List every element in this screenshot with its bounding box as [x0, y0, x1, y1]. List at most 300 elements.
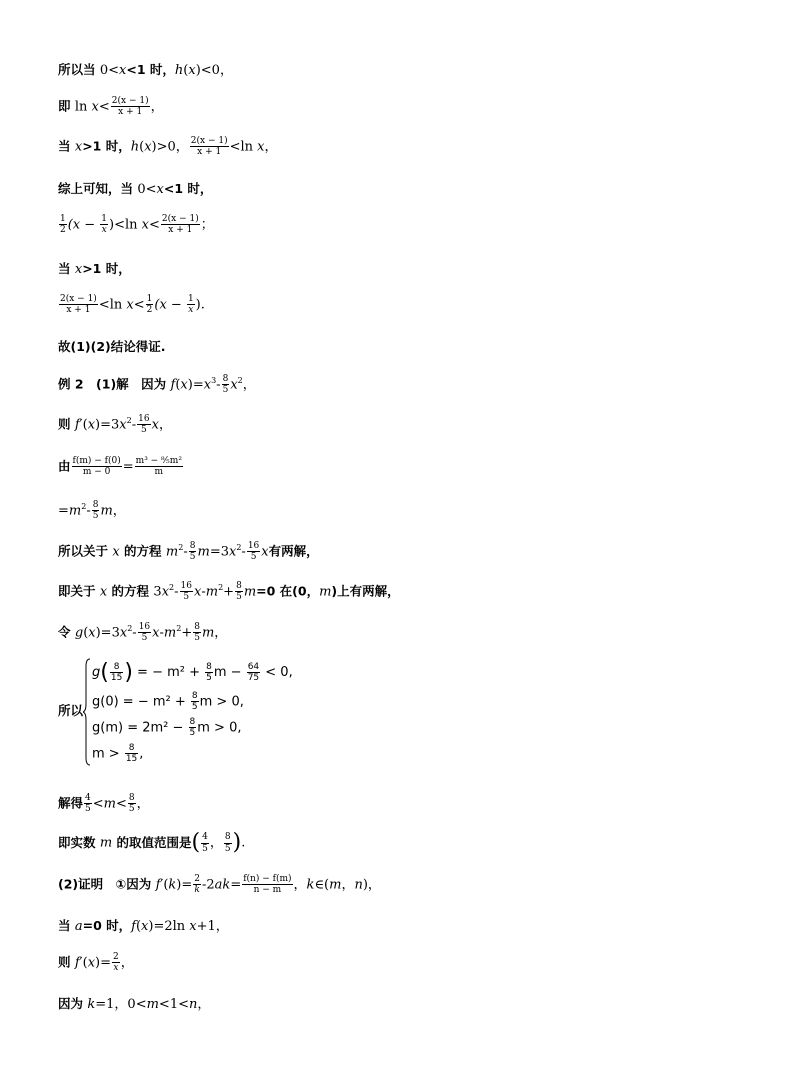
expr: (x − — [67, 217, 100, 233]
numerator: 4 — [202, 832, 208, 843]
line-12 — [58, 500, 126, 522]
var: m — [163, 625, 177, 641]
text: 所以关于 — [58, 543, 113, 559]
numerator: 1 — [101, 214, 108, 224]
var: x — [91, 99, 99, 115]
var: x — [156, 182, 164, 197]
text: - — [131, 417, 137, 433]
text: 解得 — [58, 795, 84, 811]
text: ； — [200, 217, 214, 233]
text: <1 时， — [126, 62, 175, 77]
var: x — [180, 377, 188, 393]
fraction — [191, 691, 199, 713]
text: m > 0, — [197, 720, 242, 736]
denominator: 5 — [189, 552, 196, 563]
exponent: 2 — [127, 624, 133, 634]
fraction — [72, 456, 122, 478]
numerator: 1 — [187, 294, 194, 304]
text: < — [133, 297, 145, 313]
var: g — [92, 665, 101, 680]
text: ( — [135, 919, 142, 934]
fraction — [111, 96, 150, 118]
var: x — [152, 625, 160, 641]
text: 由 — [58, 458, 71, 474]
fraction — [112, 952, 120, 974]
text: )>0， — [151, 139, 189, 155]
fraction — [146, 294, 154, 316]
var: x — [188, 63, 196, 78]
text: + — [181, 625, 193, 641]
denominator: x + 1 — [66, 305, 91, 316]
text: =3 — [209, 544, 229, 560]
text: 当 — [58, 918, 75, 933]
numerator: 8 — [110, 662, 123, 673]
denominator: x — [188, 305, 194, 316]
text: ). — [195, 297, 205, 313]
var: a — [74, 919, 83, 934]
text: - — [241, 544, 246, 560]
denominator: 5 — [222, 385, 229, 396]
text: - — [201, 584, 206, 600]
text: ( — [175, 377, 181, 393]
denominator: 5 — [206, 673, 212, 683]
var: x — [141, 919, 149, 934]
paren: ) — [124, 660, 133, 685]
text: . — [241, 835, 246, 851]
var: x — [74, 262, 83, 277]
line-13 — [58, 541, 319, 563]
line-1 — [58, 64, 233, 77]
line-4 — [58, 183, 212, 196]
text: ， — [209, 835, 223, 851]
numerator: 8 — [206, 661, 212, 672]
text: 令 — [58, 624, 75, 640]
exponent: 2 — [176, 624, 182, 634]
denominator: m − 0 — [82, 467, 111, 478]
var: h — [130, 139, 140, 155]
denominator: 5 — [141, 425, 147, 436]
numerator: 8 — [189, 717, 196, 727]
text: 则 — [58, 416, 75, 432]
text: =0 时， — [82, 918, 132, 933]
fraction — [125, 743, 138, 765]
text: ， — [341, 877, 355, 893]
paren: ) — [232, 830, 242, 855]
text: ( — [83, 625, 89, 641]
text: m > — [92, 746, 124, 762]
denominator: k — [194, 885, 200, 896]
var: k — [306, 877, 315, 893]
var: m — [205, 584, 219, 600]
var: x — [261, 544, 269, 560]
line-21 — [58, 952, 134, 974]
text: 所以 — [58, 703, 84, 718]
text: = − m² + — [132, 665, 205, 680]
var: x — [119, 417, 127, 433]
fraction — [180, 581, 193, 603]
line-10 — [58, 414, 172, 436]
text: - — [86, 503, 91, 519]
text: ， — [293, 877, 307, 893]
system-row-3 — [92, 717, 242, 739]
denominator: 5 — [92, 511, 99, 522]
numerator: 2 — [113, 952, 119, 962]
var: m — [100, 503, 113, 519]
text: ′( — [79, 417, 88, 433]
fraction — [187, 294, 195, 316]
fraction — [110, 662, 123, 684]
expr: (x − — [154, 297, 186, 313]
numerator: 16 — [138, 414, 150, 424]
fraction — [193, 622, 201, 644]
var: f — [131, 919, 136, 934]
var: x — [257, 139, 265, 155]
numerator: 8 — [92, 500, 99, 510]
text: )上有两解， — [331, 583, 400, 599]
text: ( — [139, 139, 145, 155]
var: x — [87, 417, 96, 433]
text: >1 时， — [82, 261, 131, 276]
fraction — [161, 214, 200, 236]
var: x — [126, 297, 134, 313]
text: ′( — [160, 877, 169, 893]
denominator: 5 — [141, 633, 148, 644]
var: m — [243, 584, 257, 600]
text: <ln — [98, 297, 127, 313]
numerator: 16 — [247, 541, 260, 551]
text: )=3 — [95, 417, 120, 433]
text: ， — [120, 955, 134, 971]
text: 综上可知，当 — [58, 181, 138, 196]
numerator: 2(x − 1) — [111, 96, 149, 106]
denominator: 2 — [60, 225, 66, 236]
line-3 — [58, 136, 278, 158]
text: = — [58, 503, 69, 519]
text: ， — [158, 417, 172, 433]
denominator: 2 — [146, 305, 153, 316]
fraction — [247, 541, 260, 563]
text: 则 — [58, 954, 75, 970]
var: x — [151, 417, 159, 433]
numerator: 1 — [60, 214, 66, 224]
system-row-1 — [92, 660, 293, 685]
denominator: 5 — [128, 804, 135, 815]
text: ， — [112, 503, 126, 519]
line-8 — [58, 341, 166, 354]
var: h — [174, 63, 184, 78]
var: n — [188, 997, 198, 1012]
text: )= — [176, 877, 193, 893]
denominator: 5 — [191, 702, 198, 713]
var: m — [146, 997, 159, 1012]
denominator: 5 — [194, 633, 200, 644]
numerator: m³ − ⁸⁄₅m² — [135, 456, 182, 466]
text: < — [149, 217, 160, 233]
denominator: 15 — [110, 673, 123, 683]
text: < — [92, 796, 104, 812]
text: )=2ln — [148, 919, 190, 934]
text: 0< — [137, 182, 157, 197]
text: ， — [150, 99, 164, 115]
line-20 — [58, 920, 229, 933]
text: < 0, — [261, 665, 293, 680]
text: ( — [183, 63, 189, 78]
var: m — [103, 796, 116, 812]
text: )<0， — [195, 63, 233, 78]
fraction — [138, 622, 151, 644]
numerator: 2 — [194, 874, 200, 884]
left-brace — [83, 658, 91, 766]
fraction — [205, 662, 213, 684]
fraction — [128, 793, 136, 815]
paren: ( — [191, 830, 201, 855]
denominator: 5 — [250, 552, 257, 563]
text: -2 — [202, 877, 215, 893]
text: +1， — [196, 919, 229, 934]
text: )， — [362, 877, 381, 893]
fraction — [235, 581, 243, 603]
text: < — [115, 796, 127, 812]
fraction — [84, 793, 92, 815]
var: m — [329, 877, 342, 893]
numerator: 2(x − 1) — [161, 214, 199, 224]
line-17 — [58, 793, 150, 815]
text: >1 时， — [82, 138, 131, 154]
exponent: 2 — [126, 416, 132, 426]
var: m — [99, 835, 113, 851]
fraction — [100, 214, 108, 236]
exponent: 2 — [81, 502, 87, 512]
text: ， — [197, 997, 211, 1012]
fraction — [189, 717, 197, 739]
denominator: 15 — [125, 754, 138, 765]
numerator: 64 — [247, 661, 260, 672]
text: 0< — [127, 997, 147, 1012]
exponent: 2 — [237, 376, 243, 386]
numerator: 8 — [224, 832, 231, 843]
denominator: 75 — [247, 673, 260, 683]
text: =0 在(0， — [256, 583, 320, 599]
text: 因为 — [58, 996, 88, 1011]
fraction — [59, 294, 98, 316]
fraction — [222, 374, 230, 396]
text: = — [230, 877, 242, 893]
var: x — [161, 584, 170, 600]
numerator: 8 — [189, 541, 196, 551]
text: 即实数 — [58, 834, 100, 850]
var: x — [141, 217, 150, 233]
var: x — [112, 544, 120, 560]
var: x — [119, 625, 128, 641]
denominator: 5 — [224, 843, 231, 854]
exponent: 2 — [178, 543, 184, 553]
text: 当 — [58, 261, 75, 276]
line-11 — [58, 456, 184, 478]
var: x — [144, 139, 152, 155]
system-row-4 — [92, 743, 143, 765]
denominator: 5 — [189, 728, 196, 739]
text: ， — [242, 377, 256, 393]
var: n — [354, 877, 363, 893]
exponent: 2 — [169, 583, 175, 593]
text: = — [122, 459, 134, 475]
var: m — [201, 625, 215, 641]
text: 有两解， — [268, 543, 319, 559]
text: <ln — [114, 217, 142, 233]
var: x — [87, 955, 96, 971]
var: ak — [214, 877, 231, 893]
var: x — [74, 139, 83, 155]
text: )= — [187, 377, 204, 393]
fraction — [59, 214, 67, 236]
text: 的方程 — [107, 583, 154, 599]
text: m − — [213, 665, 246, 680]
text: ， — [136, 796, 150, 812]
numerator: 8 — [222, 374, 229, 384]
line-6 — [58, 263, 131, 276]
text: <1< — [158, 997, 189, 1012]
fraction — [135, 456, 183, 478]
var: x — [88, 625, 96, 641]
numerator: 8 — [191, 691, 198, 701]
var: k — [168, 877, 177, 893]
var: f — [74, 955, 80, 971]
text: 即关于 — [58, 583, 100, 599]
text: - — [174, 584, 179, 600]
text: - — [183, 544, 188, 560]
denominator: x + 1 — [197, 147, 222, 158]
line-9 — [58, 374, 256, 396]
numerator: 8 — [125, 743, 138, 754]
denominator: n − m — [253, 885, 282, 896]
text: 3 — [153, 584, 162, 600]
numerator: f(n) − f(m) — [243, 874, 292, 884]
line-18 — [58, 832, 245, 854]
denominator: 5 — [85, 804, 91, 815]
denominator: x + 1 — [168, 225, 193, 236]
var: x — [203, 377, 212, 393]
text: 当 — [58, 138, 75, 154]
text: 的方程 — [119, 543, 166, 559]
text: ， — [214, 625, 228, 641]
denominator: x — [101, 225, 107, 236]
text: 所以当 — [58, 62, 100, 77]
numerator: 16 — [180, 581, 192, 591]
text: )= — [95, 955, 112, 971]
numerator: 8 — [128, 793, 135, 803]
text: )=3 — [95, 625, 120, 641]
text: <1 时， — [163, 181, 213, 196]
text: <ln — [229, 139, 258, 155]
numerator: 2(x − 1) — [190, 136, 228, 146]
text: ) — [109, 217, 115, 233]
var: x — [189, 919, 197, 934]
numerator: 2(x − 1) — [60, 294, 97, 304]
exponent: 2 — [218, 583, 224, 593]
denominator: 5 — [183, 592, 190, 603]
text: 的取值范围是 — [112, 834, 192, 850]
numerator: f(m) − f(0) — [72, 456, 121, 466]
text: - — [159, 625, 164, 641]
system-row-2 — [92, 691, 244, 713]
text: 0< — [99, 63, 120, 78]
var: m — [68, 503, 82, 519]
text: m > 0, — [199, 694, 244, 710]
var: x — [228, 544, 237, 560]
line-2 — [58, 96, 164, 118]
text: 例 2 (1)解 因为 — [58, 376, 171, 392]
var: x — [99, 584, 108, 600]
line-19 — [58, 874, 381, 896]
system-label — [58, 705, 83, 718]
text: ∈( — [314, 877, 330, 893]
text: , — [139, 746, 144, 762]
text: < — [98, 99, 110, 115]
fraction — [201, 832, 209, 854]
line-7 — [58, 294, 205, 316]
numerator: 8 — [236, 581, 242, 591]
text: ′( — [79, 955, 88, 971]
fraction — [247, 662, 260, 684]
var: g — [74, 625, 84, 641]
text: 即 — [58, 98, 75, 114]
exponent: 2 — [236, 543, 242, 553]
line-14 — [58, 581, 400, 603]
var: x — [119, 63, 127, 78]
fraction — [92, 500, 100, 522]
fraction — [189, 541, 197, 563]
var: m — [165, 544, 179, 560]
numerator: 16 — [138, 622, 151, 632]
var: f — [155, 877, 161, 893]
var: x — [194, 584, 202, 600]
var: f — [170, 377, 176, 393]
fraction — [242, 874, 292, 896]
numerator: 4 — [85, 793, 91, 803]
denominator: 5 — [236, 592, 242, 603]
fraction — [224, 832, 232, 854]
var: f — [74, 417, 80, 433]
text: 故(1)(2)结论得证. — [58, 339, 166, 354]
text: g(m) = 2m² − — [92, 720, 188, 736]
var: k — [87, 997, 96, 1012]
var: m — [197, 544, 210, 560]
exponent: 3 — [211, 376, 217, 386]
line-5 — [58, 214, 214, 236]
line-22 — [58, 998, 210, 1011]
numerator: 8 — [194, 622, 200, 632]
denominator: x + 1 — [118, 107, 143, 118]
paren: ( — [100, 660, 109, 685]
line-15 — [58, 622, 227, 644]
fraction — [193, 874, 201, 896]
var: x — [230, 377, 238, 393]
numerator: 1 — [146, 294, 153, 304]
fraction — [137, 414, 150, 436]
denominator: x — [113, 963, 119, 974]
text: + — [223, 584, 235, 600]
text: (2)证明 ①因为 — [58, 876, 156, 892]
text: - — [216, 377, 221, 393]
var: m — [319, 584, 332, 600]
text: =1， — [95, 997, 128, 1012]
denominator: m — [154, 467, 164, 478]
text: ， — [264, 139, 278, 155]
text: - — [132, 625, 137, 641]
text: g(0) = − m² + — [92, 694, 190, 710]
fraction — [190, 136, 229, 158]
text: ln — [74, 99, 92, 115]
